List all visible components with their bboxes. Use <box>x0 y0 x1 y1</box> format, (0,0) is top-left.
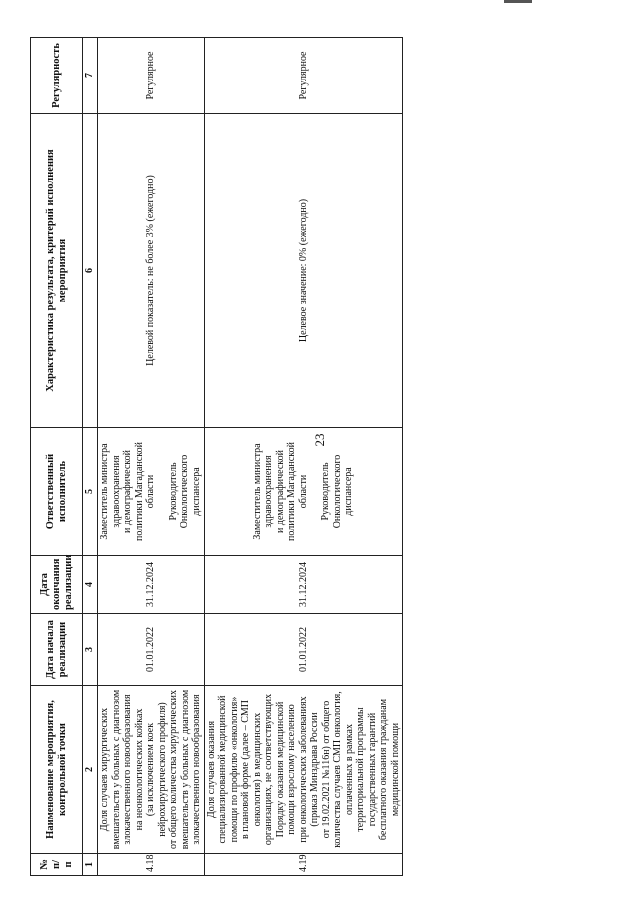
event-name-line: онкология) в медицинских <box>251 712 263 827</box>
event-name-line: вмешательств у больных с диагнозом <box>179 689 191 850</box>
header-row <box>31 38 83 876</box>
event-name-line: при онкологических заболеваниях <box>297 696 309 843</box>
event-name-line: помощи взрослому населению <box>286 704 297 835</box>
header-end-date: Дата окончания реализации <box>31 556 83 614</box>
column-number: 7 <box>83 38 98 114</box>
header-start-date: Дата начала реализации <box>31 614 83 686</box>
event-name-line: бесплатного оказания гражданам <box>378 698 389 841</box>
event-name-line: (за исключением коек <box>145 722 156 817</box>
regularity: Регулярное <box>98 38 205 114</box>
executor-line: диспансера <box>343 467 355 516</box>
executor-line: Заместитель министра <box>251 443 263 540</box>
table-row <box>204 38 403 876</box>
column-number: 6 <box>83 114 98 428</box>
start-date: 01.01.2022 <box>204 614 403 686</box>
table-row <box>98 38 205 876</box>
event-name-line: на неонкологических койках <box>133 708 145 831</box>
event-name-line: в плановой форме (далее – СМП <box>240 699 251 840</box>
start-date: 01.01.2022 <box>98 614 205 686</box>
event-name-line: организациях, не соответствующих <box>263 693 274 846</box>
event-name-line: от общего количества хирургических <box>168 690 179 849</box>
executor <box>204 428 403 556</box>
event-name-line: нейрохирургического профиля) <box>156 702 168 837</box>
column-number: 4 <box>83 556 98 614</box>
executor-line: Руководитель <box>320 462 332 521</box>
executor-line: области <box>297 474 309 509</box>
event-name-line: вмешательств у больных с диагнозом <box>110 689 122 850</box>
events-table <box>30 37 403 876</box>
event-name-line: количества случаев СМП онкология, <box>332 691 343 848</box>
header-executor: Ответственный исполнитель <box>31 428 83 556</box>
event-name <box>98 686 205 854</box>
event-name-line: государственных гарантий <box>366 712 378 827</box>
header-number: № п/п <box>31 854 83 876</box>
rotated-table-container <box>30 38 401 876</box>
column-number: 2 <box>83 686 98 854</box>
header-regularity: Регулярность <box>31 38 83 114</box>
executor-line: Заместитель министра <box>99 443 111 540</box>
column-number: 3 <box>83 614 98 686</box>
end-date: 31.12.2024 <box>204 556 403 614</box>
column-number: 5 <box>83 428 98 556</box>
column-number: 1 <box>83 854 98 876</box>
event-name-line: злокачественного новообразования <box>191 694 202 845</box>
executor-line: и демографической <box>274 450 286 533</box>
row-number: 4.19 <box>204 854 403 876</box>
result-criterion: Целевой показатель: не более 3% (ежегодно) <box>98 114 205 428</box>
event-name-line: оплаченных в рамках <box>343 724 355 815</box>
executor-line: и демографической <box>122 450 134 533</box>
header-result: Характеристика результата, критерий исполнения мероприятия <box>31 114 83 428</box>
event-name-line: специализированной медицинской <box>217 695 228 844</box>
executor-line: Онкологического <box>331 454 343 529</box>
event-name-line: территориальной программы <box>355 707 366 832</box>
page-number: 23 <box>312 433 327 447</box>
event-name-line: Доля случаев хирургических <box>99 707 110 832</box>
scan-edge-mark <box>504 0 532 3</box>
event-name-line: медицинской помощи <box>389 722 401 817</box>
executor-line: здравоохранения <box>263 455 275 528</box>
event-name-line: Порядку оказания медицинской <box>274 701 286 838</box>
executor-line: Руководитель <box>167 462 179 521</box>
event-name-line: Доля случаев оказания <box>205 720 217 819</box>
event-name-line: помощи по профилю «онкология» <box>228 696 240 843</box>
result-criterion: Целевое значение: 0% (ежегодно) <box>204 114 403 428</box>
event-name-line: (приказ Минздрава России <box>309 712 320 827</box>
event-name-line: от 19.02.2021 №116н) от общего <box>320 700 332 839</box>
executor-line: диспансера <box>190 467 202 516</box>
executor <box>98 428 205 556</box>
executor-line: области <box>145 474 157 509</box>
end-date: 31.12.2024 <box>98 556 205 614</box>
executor-line: политики Магаданской <box>286 442 298 541</box>
regularity: Регулярное <box>204 38 403 114</box>
event-name-line: злокачественного новообразования <box>122 694 133 845</box>
executor-line: политики Магаданской <box>133 442 145 541</box>
header-name: Наименование мероприятия, контрольной точки <box>31 686 83 854</box>
executor-line: Онкологического <box>179 454 191 529</box>
column-number-row <box>83 38 98 876</box>
event-name <box>204 686 403 854</box>
executor-line: здравоохранения <box>110 455 122 528</box>
row-number: 4.18 <box>98 854 205 876</box>
